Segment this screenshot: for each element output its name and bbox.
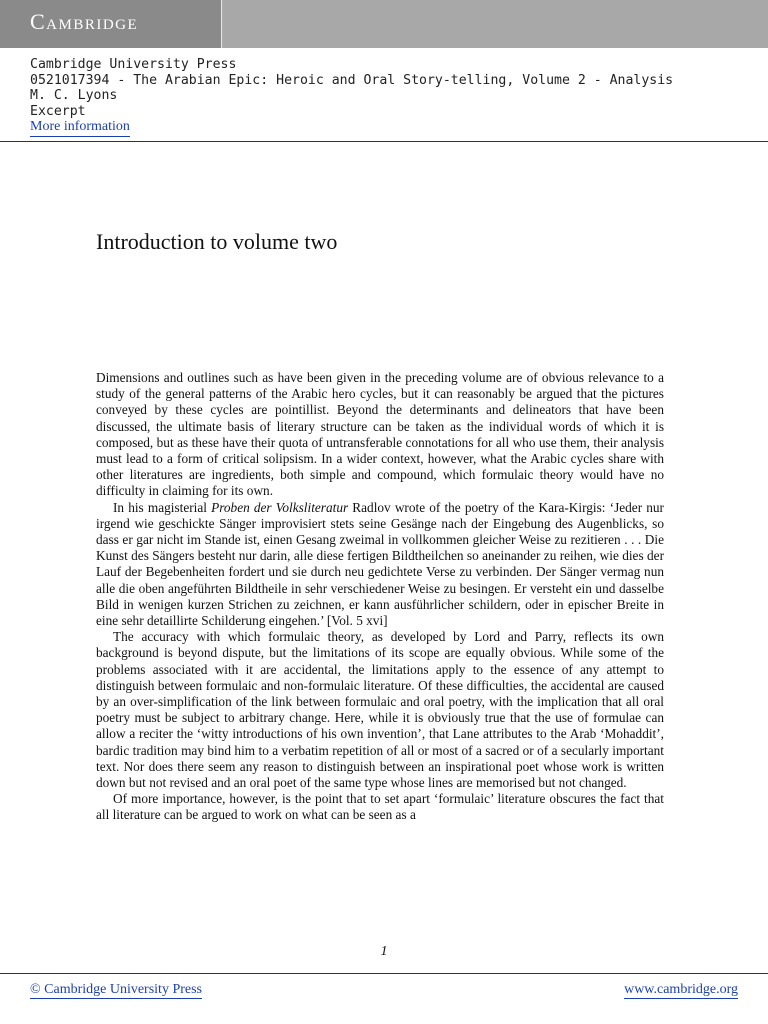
paragraph: The accuracy with which formulaic theory, as developed by Lord and Parry, reflects its own background is beyond dispute, but the limitations of its scope are equally obvious. While some of the problems associated with it are accidental, the limitations apply to the essence of any attempt to distinguish between formulaic and non-formulaic literature. Of these difficulties, the accidental are caused by an over-simplification of the link between formulaic and oral poetry, with the implication that all oral poetry must be subject to arbitrary change. Here, while it is obviously true that the use of formulae can allow a reciter the ‘witty introductions of his own invention’, that Lane attributes to the Arab ‘Mohaddit’, bardic tradition may bind him to a verbatim repetition of all or most of a sacred or of a secularly important text. Nor does there seem any reason to distinguish between an inspirational poet whose work is written down but not revised and an oral poet of the same type whose lines are memorised but not changed. bbox=[96, 629, 664, 791]
chapter-title: Introduction to volume two bbox=[96, 229, 338, 254]
logo-text: Cambridge bbox=[30, 9, 139, 34]
book-title-line: 0521017394 - The Arabian Epic: Heroic and Oral Story-telling, Volume 2 - Analysis bbox=[30, 72, 674, 88]
book-metadata bbox=[30, 57, 673, 137]
more-information-link[interactable]: More information bbox=[30, 119, 130, 137]
publisher-line: Cambridge University Press bbox=[30, 57, 237, 72]
paragraph bbox=[96, 500, 664, 630]
cambridge-site-link[interactable]: www.cambridge.org bbox=[624, 982, 738, 997]
top-banner bbox=[0, 0, 768, 48]
excerpt-label: Excerpt bbox=[30, 103, 86, 119]
page-number: 1 bbox=[380, 944, 388, 959]
paragraph-text: Radlov wrote of the poetry of the Kara-Kirgis: ‘Jeder nur irgend wie geschickte Sänger improvisiert stets seine Gesänge nach der Eingebung des Augenblicks, so dass er gar nicht im Stande ist, einen Gesang zweimal in vollkommen gleicher Weise zu rezitieren . . . Die Kunst des Sängers besteht nur darin, alle diese fertigen Bildtheilchen so aneinander zu reihen, wie dies der Lauf der Begebenheiten fordert und sie durch neu gedichtete Verse zu verbinden. Der Sänger vermag nun alle die oben angeführten Bildtheile in sehr verschiedener Weise zu besingen. Er versteht ein und dasselbe Bild in wenigen kurzen Strichen zu zeichnen, er kann ausführlicher schildern, oder in epischer Breite in eine sehr detaillirte Schilderung eingehen.’ [Vol. 5 xvi] bbox=[96, 499, 664, 629]
header-divider bbox=[0, 141, 768, 142]
cambridge-logo[interactable] bbox=[0, 0, 222, 48]
author-line: M. C. Lyons bbox=[30, 88, 118, 104]
paragraph: Of more importance, however, is the point that to set apart ‘formulaic’ literature obscures the fact that all literature can be argued to work on what can be seen as a bbox=[96, 791, 664, 823]
copyright-link[interactable]: © Cambridge University Press bbox=[30, 982, 203, 997]
body-text bbox=[96, 370, 664, 824]
footer-divider bbox=[0, 973, 768, 974]
paragraph-text: In his magisterial bbox=[113, 499, 212, 515]
paragraph: Dimensions and outlines such as have been given in the preceding volume are of obvious relevance to a study of the general patterns of the Arabic hero cycles, but it can reasonably be argued that the pictures conveyed by these cycles are pointillist. Beyond the determinants and delineators that have been discussed, the ultimate basis of literary structure can be taken as the individual words of which it is composed, but as these have their quota of untransferable connotations for all who use them, their analysis must lead to a form of critical solipsism. In a wider context, however, what the Arabic cycles share with other literatures are ingredients, both simple and compound, which formulaic theory would have no difficulty in claiming for its own. bbox=[96, 370, 664, 499]
book-title-italic: Proben der Volksliteratur bbox=[211, 499, 349, 515]
